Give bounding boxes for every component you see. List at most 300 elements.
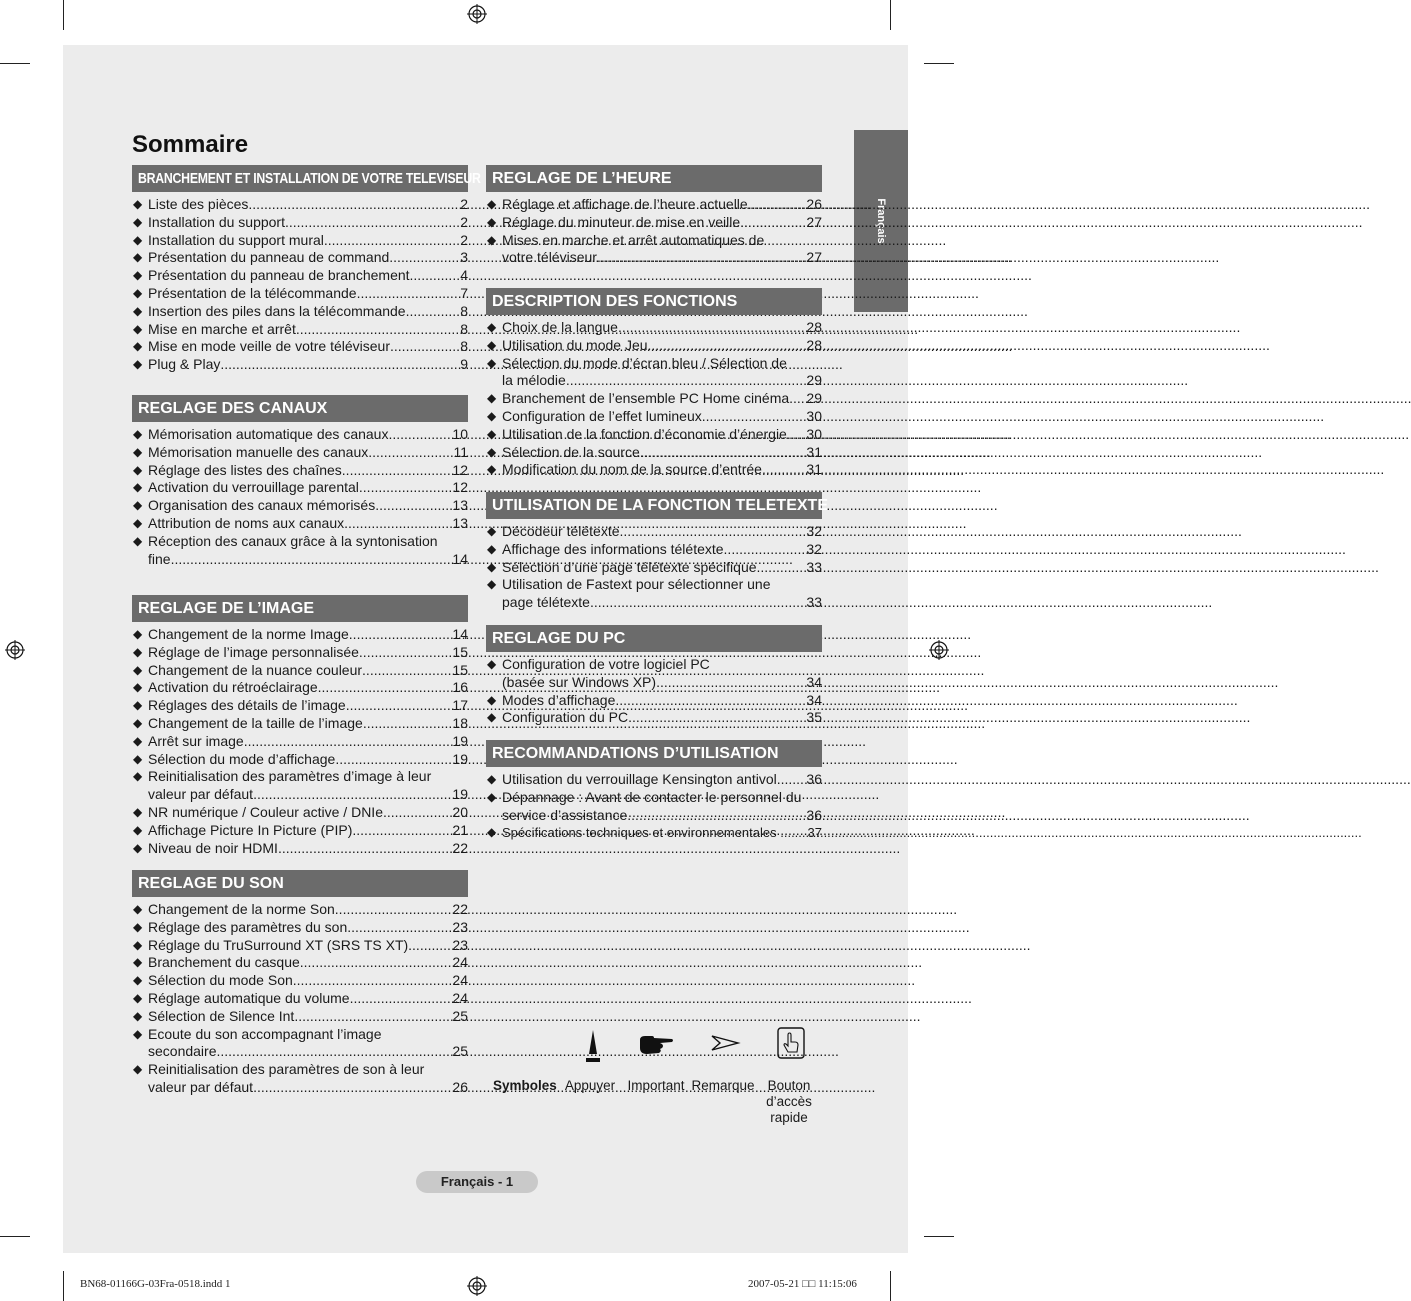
toc-entry-text: Liste des pièces [148,196,249,212]
section-header: DESCRIPTION DES FONCTIONS [486,288,822,315]
toc-entry-text: Branchement de l’ensemble PC Home cinéma [502,390,790,407]
toc-section [132,870,468,1097]
toc-entry [132,954,468,972]
toc-page-number: 26 [806,196,822,212]
toc-entry-text: Utilisation du verrouillage Kensington antivol... [502,771,789,787]
toc-page-number: 28 [806,319,822,335]
toc-entry [486,541,822,559]
toc-entry-text: Sélection de la source [502,443,640,460]
toc-entry [486,337,822,355]
bullet-diamond-icon: ◆ [133,462,143,477]
toc-entry-text: Utilisation de la fonction d’économie d’énergie [502,425,787,442]
section-header: REGLAGE DU PC [486,625,822,652]
toc-entry-text-line1: Utilisation de Fastext pour sélectionner une [502,576,771,593]
bullet-diamond-icon: ◆ [133,662,143,677]
toc-entry-text-line1: Reinitialisation des paramètres de son à leur [148,1061,425,1078]
toc-entry-text: service d’assistance [502,806,628,823]
section-header: REGLAGE DES CANAUX [132,395,468,422]
toc-entry [486,426,822,444]
toc-page-number: 19 [452,732,468,749]
bullet-diamond-icon: ◆ [133,357,143,372]
dot-leader [410,267,459,285]
dot-leader [383,804,450,822]
bullet-diamond-icon: ◆ [487,559,497,574]
toc-entry [132,1026,468,1062]
toc-entry-text: Configuration du PC [502,709,629,726]
toc-entry [486,576,822,612]
toc-list [132,626,468,857]
toc-section [132,395,468,568]
toc-entry-text: Activation du rétroéclairage [148,679,318,696]
toc-entry [132,937,468,955]
bullet-diamond-icon: ◆ [133,902,143,916]
toc-page-number: 16 [452,679,468,696]
bullet-diamond-icon: ◆ [487,391,497,406]
dot-leader [590,594,804,612]
dot-leader [347,919,450,937]
dot-leader [615,692,804,710]
toc-page-number: 32 [806,523,822,539]
toc-page-number: 13 [452,514,468,531]
bullet-diamond-icon: ◆ [133,751,143,766]
toc-entry [132,972,468,990]
toc-page-number: 33 [806,594,822,611]
toc-entry-text: Utilisation du mode Jeu [502,336,648,353]
toc-entry-text: Réglage du TruSurround XT (SRS TS XT) [148,936,409,953]
toc-entry [132,822,468,840]
toc-entry [132,267,468,285]
bullet-diamond-icon: ◆ [487,444,497,459]
bullet-diamond-icon: ◆ [487,462,497,477]
dot-leader [656,674,804,692]
bullet-diamond-icon: ◆ [487,355,497,370]
toc-entry [132,840,468,858]
toc-page-number: 31 [806,461,822,478]
toc-entry [486,789,822,825]
dot-leader [389,249,458,267]
toc-entry-text: Réglage et affichage de l’heure actuelle [502,196,748,212]
dot-leader [702,408,805,426]
dot-leader [335,751,450,769]
toc-entry-text: Modification du nom de la source d’entrée [502,461,762,478]
toc-entry [132,901,468,919]
toc-entry-text: Activation du verrouillage parental [148,479,359,496]
toc-page-number: 24 [452,954,468,971]
toc-page-number: 15 [452,661,468,678]
dot-leader [171,551,451,569]
toc-page-number: 11 [453,443,468,460]
print-timestamp: 2007-05-21 □□ 11:15:06 [748,1278,857,1290]
print-file-info: BN68-01166G-03Fra-0518.indd 1 [80,1278,231,1290]
toc-list [132,426,468,568]
bullet-diamond-icon: ◆ [133,339,143,354]
dot-leader [566,372,805,390]
toc-section [132,595,468,857]
toc-page-number: 15 [452,643,468,660]
bullet-diamond-icon: ◆ [487,232,497,247]
dot-leader [352,822,450,840]
toc-page-number: 30 [806,425,822,442]
toc-entry-text-line1: Mises en marche et arrêt automatiques de [502,231,765,248]
toc-page-number: 2 [460,213,468,230]
bullet-diamond-icon: ◆ [487,214,497,229]
bullet-diamond-icon: ◆ [133,840,143,855]
toc-entry-text: Choix de la langue [502,319,618,335]
toc-page-number: 8 [460,338,468,355]
toc-page-number: 25 [452,1007,468,1024]
toc-entry [486,559,822,577]
bullet-diamond-icon: ◆ [133,303,143,318]
toc-entry-text: fine [148,550,171,567]
bullet-diamond-icon: ◆ [487,789,497,804]
toc-entry [132,804,468,822]
toc-page-number: 24 [452,989,468,1006]
dot-leader [346,697,451,715]
pointing-hand-icon [638,1034,674,1056]
bullet-diamond-icon: ◆ [133,627,143,641]
toc-list [486,771,822,842]
toc-entry [132,479,468,497]
toc-entry-text: Installation du support [148,213,285,230]
toc-entry-text-line1: Sélection du mode d’écran bleu / Sélection de [502,354,787,371]
toc-page-number: 4 [460,267,468,284]
toc-entry-text: Présentation de la télécommande [148,284,357,301]
registration-mark-icon [467,4,487,24]
dot-leader [640,444,805,462]
toc-page-number: 13 [452,497,468,514]
dot-leader [324,232,458,250]
toc-entry-text: Niveau de noir HDMI [148,839,278,856]
toc-entry-text: valeur par défaut. [148,786,257,803]
registration-mark-icon [467,1276,487,1296]
bullet-diamond-icon: ◆ [133,1026,143,1041]
toc-entry [132,232,468,250]
toc-entry-text: votre téléviseur [502,249,597,266]
crop-mark [890,1271,891,1301]
toc-page-number: 8 [460,320,468,337]
toc-list [132,901,468,1097]
toc-page-number: 29 [806,390,822,407]
dot-leader [350,990,451,1008]
toc-entry-text: Installation du support mural [148,231,324,248]
dot-leader [300,954,451,972]
toc-entry-text: valeur par défaut [148,1078,254,1095]
bullet-diamond-icon: ◆ [133,250,143,265]
page-number-badge: Français - 1 [416,1171,538,1193]
bullet-diamond-icon: ◆ [133,1062,143,1077]
dot-leader [362,662,450,680]
toc-entry-text: Configuration de l’effet lumineux [502,407,702,424]
toc-entry [132,697,468,715]
crop-mark [924,1236,954,1237]
toc-entry [486,692,822,710]
symbol-label-quick-button: Bouton d’accès rapide [766,1078,812,1125]
page-title: Sommaire [132,131,249,158]
toc-entry [486,214,822,232]
toc-list [132,196,468,374]
toc-entry-text: Sélection d’une page télétexte spécifique [502,558,757,575]
symbol-label-note: Remarque [691,1078,755,1093]
toc-entry-text: Changement de la nuance couleur [148,661,363,678]
bullet-diamond-icon: ◆ [487,524,497,538]
dot-leader [724,541,805,559]
toc-entry-text: Sélection du mode Son [148,972,293,989]
toc-page-number: 21 [452,821,468,838]
toc-page-number: 12 [452,461,468,478]
dot-leader [390,338,458,356]
symbols-heading: Symboles [493,1078,557,1093]
section-header: REGLAGE DE L’HEURE [486,165,822,192]
toc-entry-text: Présentation du panneau de command [148,249,390,266]
bullet-diamond-icon: ◆ [133,321,143,336]
toc-page-number: 23 [452,918,468,935]
dot-leader [787,426,805,444]
toc-entry [486,709,822,727]
toc-entry [132,626,468,644]
toc-page-number: 19 [452,786,468,803]
dot-leader [296,321,458,339]
dot-leader [318,679,451,697]
toc-page-number: 25 [452,1043,468,1060]
toc-entry [486,824,822,842]
section-header: UTILISATION DE LA FONCTION TELETEXTE [486,492,822,519]
toc-page-number: 8 [460,302,468,319]
bullet-diamond-icon: ◆ [133,285,143,300]
toc-entry [132,768,468,804]
toc-page-number: 9 [460,356,468,373]
toc-entry-text: Insertion des piles dans la télécommande [148,302,406,319]
bullet-diamond-icon: ◆ [133,937,143,952]
toc-entry [132,919,468,937]
toc-page-number: 32 [806,540,822,557]
toc-section [486,492,828,612]
bullet-diamond-icon: ◆ [133,214,143,229]
symbol-label-press: Appuyer [564,1078,616,1093]
toc-entry-text: Réglage de l’image personnalisée [148,643,359,660]
dot-leader [278,840,450,858]
bullet-diamond-icon: ◆ [487,426,497,441]
toc-entry [132,462,468,480]
bullet-diamond-icon: ◆ [133,715,143,730]
dot-leader [762,461,804,479]
dot-leader [784,824,806,842]
toc-page-number: 33 [806,558,822,575]
toc-entry-text: Sélection de Silence Int. [148,1007,299,1024]
bullet-diamond-icon: ◆ [487,337,497,352]
dot-leader [406,303,459,321]
bullet-diamond-icon: ◆ [133,197,143,211]
bullet-diamond-icon: ◆ [133,444,143,459]
toc-entry [486,390,822,408]
toc-entry [132,715,468,733]
toc-entry-text-line1: Dépannage : Avant de contacter le personnel du [502,788,802,805]
bullet-diamond-icon: ◆ [133,427,143,441]
toc-entry-text: Affichage Picture In Picture (PIP) [148,821,353,838]
bullet-diamond-icon: ◆ [487,657,497,671]
toc-entry [132,662,468,680]
toc-entry-text: Réglages des détails de l’image [148,697,346,714]
toc-entry [132,356,468,374]
toc-entry-text: Modes d’affichage [502,691,616,708]
dot-leader [597,249,804,267]
toc-entry-text-line1: Ecoute du son accompagnant l’image [148,1025,382,1042]
toc-entry [486,232,822,268]
dot-leader [408,937,450,955]
bullet-diamond-icon: ◆ [487,197,497,211]
dot-leader [375,497,450,515]
toc-entry [486,771,822,789]
toc-entry-text: Décodeur télétexte [502,523,620,539]
toc-page-number: 34 [806,673,822,690]
bullet-diamond-icon: ◆ [133,990,143,1005]
dot-leader [357,285,459,303]
toc-entry [486,444,822,462]
bullet-diamond-icon: ◆ [487,320,497,334]
toc-page-number: 2 [460,231,468,248]
toc-entry-text: la mélodie [502,372,566,389]
bullet-diamond-icon: ◆ [487,692,497,707]
crop-mark [63,0,64,30]
dot-leader [344,515,450,533]
registration-mark-icon [5,640,25,660]
dot-leader [648,337,805,355]
toc-entry-text: Changement de la norme Image [148,626,349,642]
bullet-diamond-icon: ◆ [133,733,143,748]
toc-entry-text: Réglage des paramètres du son [148,918,348,935]
section-header: BRANCHEMENT ET INSTALLATION DE VOTRE TELEVISEUR [132,165,468,192]
dot-leader [789,390,804,408]
toc-entry-text: Arrêt sur image [148,732,244,749]
toc-entry [132,303,468,321]
toc-page-number: 34 [806,691,822,708]
toc-page-number: 31 [806,443,822,460]
toc-entry-text: Réglage du minuteur de mise en veille [502,213,741,230]
toc-page-number: 27 [806,213,822,230]
toc-page-number: 2 [460,196,468,212]
toc-page-number: 30 [806,407,822,424]
toc-entry-text: Mémorisation automatique des canaux [148,426,389,442]
toc-entry [132,751,468,769]
toc-page-number: 12 [452,479,468,496]
toc-entry-text: Réglage des listes des chaînes [148,461,342,478]
toc-entry [132,733,468,751]
crop-mark [0,1236,30,1237]
bullet-diamond-icon: ◆ [133,644,143,659]
toc-section [132,165,481,374]
toc-entry [132,1008,468,1026]
toc-page-number: 3 [460,249,468,266]
toc-entry-text-line1: Réception des canaux grâce à la syntonisation [148,532,438,549]
toc-entry [486,319,822,337]
crop-mark [924,63,954,64]
toc-list [486,319,822,479]
section-header: REGLAGE DE L’IMAGE [132,595,468,622]
toc-entry-text: Affichage des informations télétexte [502,540,724,557]
press-icon [582,1028,604,1064]
toc-entry-text: Sélection du mode d’affichage [148,750,336,767]
bullet-diamond-icon: ◆ [487,825,497,840]
quick-button-icon [776,1026,806,1060]
crop-mark [0,63,30,64]
dot-leader [220,356,458,374]
toc-entry-text: page télétexte [502,594,590,611]
dot-leader [257,786,450,804]
toc-entry [132,196,468,214]
bullet-diamond-icon: ◆ [487,710,497,725]
toc-entry-text: Mise en marche et arrêt [148,320,296,337]
dot-leader [285,214,458,232]
crop-mark [63,1271,64,1301]
dot-leader [293,972,451,990]
bullet-diamond-icon: ◆ [487,541,497,556]
bullet-diamond-icon: ◆ [133,498,143,513]
dot-leader [620,523,805,541]
toc-entry [486,461,822,479]
toc-page-number: 14 [452,550,468,567]
toc-entry-text: Spécifications techniques et environnementales . [502,825,784,841]
toc-entry [486,408,822,426]
toc-entry-text-line1: Reinitialisation des paramètres d’image à leur [148,768,432,785]
bullet-diamond-icon: ◆ [487,408,497,423]
toc-section [486,288,822,479]
toc-entry [132,1061,468,1097]
toc-page-number: 36 [806,806,822,823]
dot-leader [217,1043,451,1061]
toc-entry [132,497,468,515]
toc-entry-text: Changement de la norme Son [148,901,335,917]
bullet-diamond-icon: ◆ [133,232,143,247]
toc-entry-text: Changement de la taille de l’image [148,714,363,731]
toc-page-number: 18 [452,714,468,731]
toc-entry-text: Mise en mode veille de votre téléviseur [148,338,391,355]
dot-leader [788,771,804,789]
toc-page-number: 27 [806,249,822,266]
symbols-legend [488,1022,828,1132]
toc-entry [132,533,468,569]
bullet-diamond-icon: ◆ [133,533,143,548]
toc-entry-text: Organisation des canaux mémorisés [148,497,376,514]
symbol-label-important: Important [627,1078,685,1093]
dot-leader [253,1079,450,1097]
dot-leader [244,733,451,751]
toc-entry-text: (basée sur Windows XP) [502,673,657,690]
dot-leader [248,196,458,214]
toc-entry-text: Réglage automatique du volume [148,989,350,1006]
toc-entry [132,338,468,356]
dot-leader [359,644,451,662]
bullet-diamond-icon: ◆ [487,577,497,592]
toc-page-number: 36 [806,771,822,787]
toc-entry-text: Mémorisation manuelle des canaux [148,443,369,460]
toc-page-number: 23 [452,936,468,953]
bullet-diamond-icon: ◆ [133,268,143,283]
bullet-diamond-icon: ◆ [487,772,497,786]
dot-leader [740,214,804,232]
toc-entry [486,523,822,541]
dot-leader [757,559,805,577]
toc-entry [132,321,468,339]
dot-leader [388,426,450,444]
dot-leader [363,715,451,733]
dot-leader [349,626,451,644]
bullet-diamond-icon: ◆ [133,955,143,970]
toc-page-number: 14 [452,626,468,642]
toc-page-number: 28 [806,336,822,353]
bullet-diamond-icon: ◆ [133,919,143,934]
toc-page-number: 35 [806,709,822,726]
toc-entry-text: Branchement du casque [148,954,300,971]
bullet-diamond-icon: ◆ [133,1008,143,1023]
